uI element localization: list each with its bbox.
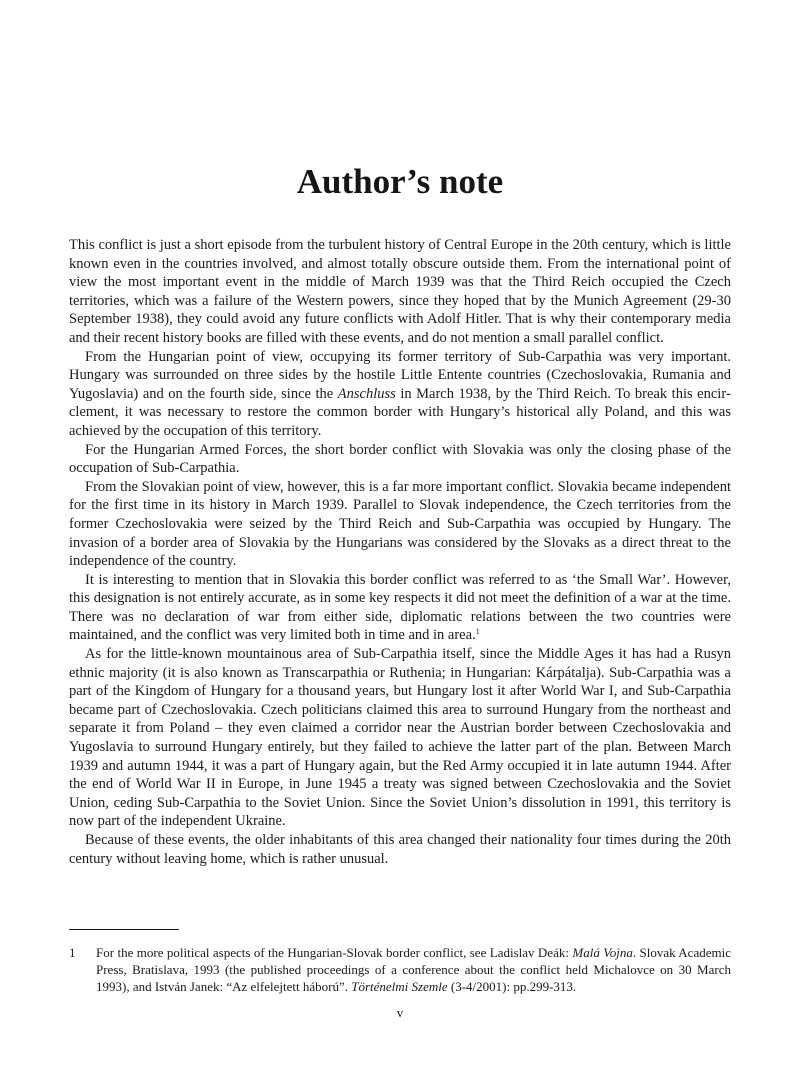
paragraph-6: As for the little-known mountainous area of Sub-Carpathia itself, since the Middle Ages it has had a Rusyn ethnic majority (it is also known as Transcarpathia or Ruthenia; in Hungarian: Kárpátalja). Sub-Carpathia was a part of the Kingdom of Hungary for a thousand years, but Hungary lost it after World War I, and Sub-Carpathia became part of Czechoslovakia. Czech politicians claimed this area to surround Hungary from the northeast and separate it from Poland – they even claimed a corridor near the Austrian border between Czechoslovakia and Yugoslavia to surround Hungary entirely, but they failed to achieve the latter part of the plan. Between March 1939 and autumn 1944, it was a part of Hungary again, but the Red Army occupied it in late autumn 1944. After the end of World War II in Europe, in June 1945 a treaty was signed between Czechoslovakia and the Soviet Union, ceding Sub-Carpathia to the Soviet Union. Since the Soviet Union’s dissolution in 1991, this territory is now part of the independent Ukraine. [69, 646, 731, 830]
footnote-text-c: (3-4/2001): pp.299-313. [447, 979, 577, 995]
paragraph-2-italic: Anschluss [337, 385, 396, 402]
paragraph-4: From the Slovakian point of view, however, this is a far more important conflict. Slovakia became independent for the first time in its history in March 1939. Parallel to Slovak independence, the Czech territories from the former Czechoslovakia were seized by the Third Reich and Sub-Carpathia was occupied by Hungary. The invasion of a border area of Slovakia by the Hungarians was considered by the Slovaks as a direct threat to the independence of the country. [69, 478, 731, 570]
footnote-italic-title-2: Történelmi Szemle [351, 979, 448, 995]
footnote-divider [69, 929, 179, 930]
footnote [69, 944, 731, 996]
page-title: Author’s note [296, 162, 504, 201]
paragraph-2 [69, 348, 731, 441]
paragraph-7: Because of these events, the older inhabitants of this area changed their nationality four times during the 20th century without leaving home, which is rather unusual. [69, 832, 731, 867]
footnote-reference[interactable]: 1 [475, 627, 480, 637]
footnote-italic-title-1: Malá Vojna [572, 945, 633, 960]
paragraph-1: This conflict is just a short episode from the turbulent history of Central Europe in the 20th century, which is little known even in the countries involved, and almost totally obscure outside them. From the international point of view the most important event in the middle of March 1939 was that the Third Reich occupied the Czech territories, which was a failure of the Western powers, since they hoped that by the Munich Agreement (29-30 September 1938), they could avoid any future conflicts with Adolf Hitler. That is why their contemporary media and their recent history books are filled with these events, and do not mention a small parallel conflict. [69, 237, 731, 346]
paragraph-5-text: It is interesting to mention that in Slovakia this border conflict was referred to as ‘the Small War’. However, this designation is not entirely accurate, as in some key respects it did not meet the definition of a war at the time. There was no declaration of war from either side, diplomatic relations between the two countries were maintained, and the conflict was very limited both in time and in area. [69, 571, 731, 644]
paragraph-5 [69, 571, 731, 645]
paragraph-3: For the Hungarian Armed Forces, the short border conflict with Slovakia was only the closing phase of the occupation of Sub-Carpathia. [69, 441, 731, 477]
body-text [69, 236, 731, 868]
footnote-text [96, 944, 731, 996]
footnote-number: 1 [69, 945, 76, 960]
footnote-text-b: . Slovak Academic Press, Bratislava, 1993 (the published proceedings of a conference about the conflict held Michalovce on 30 March 1993), and István Janek: “Az elfelejtett háború”. [96, 945, 731, 995]
paragraph-2-text-b: in March 1938, by the Third Reich. To break this encirclement, it was necessary to restore the common border with Hungary’s historical ally Poland, and this was achieved by the occupation of this territory. [69, 385, 732, 439]
footnote-text-a: For the more political aspects of the Hungarian-Slovak border conflict, see Ladislav Deák: [96, 945, 573, 960]
page-number: v [396, 1005, 404, 1020]
paragraph-2-text-a: From the Hungarian point of view, occupying its former territory of Sub-Carpathia was very important. Hungary was surrounded on three sides by the hostile Little Entente countries (Czechoslovakia, Rumania and Yugoslavia) and on the fourth side, since the [69, 348, 731, 402]
